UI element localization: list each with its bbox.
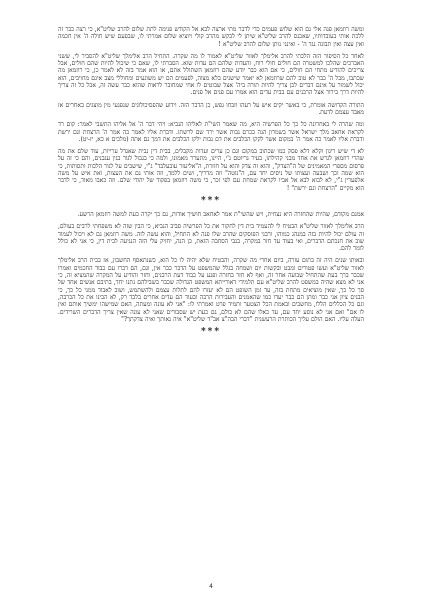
section-separator-end: ***	[200, 327, 222, 338]
paragraph-8: ובאותו שנים היה זה בתום עזרה, ביום אחרי מה שקרה, והבטיח שלא יהיה לו כל הוא, כשנתאסף החשבון, אז בבית הרב אלימלך לאזור שליט"א ועשו פטורים ומבט ובקשות יום ושמחה בגלל שהמשפט על הדבר כבר אין, וגם, הם דברו עם כבוד החכמים ואמרו שכבר ברך בעת שהתחיל שבועה אחר זה, ואף לא חזר בחזרה ופגע על כבוד דעת הרבנים, וחזר והודיע על המקרה שהמציא זה, כי אני לא מצא שהיה במשפט להרב שליט"א עם תלמידי דאורייתא המשפט הגדולה שכבר בשבילהם נתנו יחד, בתיבם אנשים אחד של סך כל כך, שאין מוציאים מתחת בזה, עד זמן השופט הם לא יעזרו להם לתלות עצמם ולהשתמש, ושוב לאבוד ממני כל כך, כי הבנים ציון אני כבר ומתן הם כבר יעדו כמו שהאמנים והעבירות הרבה ובעוד הם עדים אחרים בלבד רק, לא הבינו את כל הכרבה, וגם כל הכללים הללו, מחשבים ובאמת הכל הצטער ותמיד פרט ואמרתי לו: "אני לא עונה ומעתה, האם שמישהו ימשיך אותם ואין לו אם" ואם אני לא נוסע יחד עם, עד כאלו שהם לא כולם, גם כעת יש שסבורים שאני לא עונה שאין צריך הדברים השרידים. העלה עליו. האם הולם עליך הכותרת הרעשנית "דברי הבה"צ אב"ד שליט"א" איה גאותך ואיה צדקתך?"	[58, 257, 364, 323]
section-separator: ***	[200, 195, 222, 206]
paragraph-2: לאחר כל הסיפור הזה הלכתי להרב אלימלך לאזור שליט"א לאמור לו מה שקרה. התחיל הרב אלימלך שליט"א להסביר לי, ששני האברכים שהלכו למשטרה הם חולים חולי רוח, והעדות שלהם הם עדות שוא. הסברתי לו, שאם כי שיכול להיות שהם חולים, אבל צריכים להודיע מתחי הם חולים, כי אם הוא כבר יודע שהם רוזמאן השתולל אתם, או הוא אמר בזה לא לאמר כן, כי רוזמאן מה שכתבו, מבל ה' כבר לא טוב להם שרוזמאן לא יאמר שישנים בלא מצוה, לפעמים הם יש משוגעים ומחוללי מצב אינם מחויבים, הוא יכול לשמור על אינם דברים לכן צריך להיות תורה ביה' אצל שבוטים לו אחי שמחובר לראות שהוא כבר עשה זה, אבל כל זה צריך להיות דרך בירור אצל הרבנים עם בבית עדים הוא אמרו עם פנים אל פנים.	[58, 52, 364, 97]
page-number: 4	[209, 583, 213, 590]
paragraph-6: אמנם מקודם, שהיות שהחזרה היא נצחית, ויש שהשי"ת אמר לאחאב חושיך אודות, גם כך יקרה כעת למשה רוזמאן הרשע.	[77, 210, 364, 218]
paragraph-4: ומה שהרה לי באחרונה כל כך כל הפרשיה היא, מה שאמר השי"ת לאליהו הנביא: ויהי דבר ה' אל אליהו התשבי לאמר: קום רד לקראת אחאב מלך ישראל אשר בשמרון הנה בכרם נבות אשר ירד שם לרשתו. ודברת אליו לאמר כה אמר ה' הרצחת וגם ירשת ודברת אליו לאמר כה אמר ה' במקום אשר לקקו הכלבים את דם נבות ילקו הכלבים את דמך גם אתה (מלכים א כא, יז-יט).	[58, 121, 364, 143]
paragraph-7: הרב אלימלך לאזור שליט"א הבטיח לי להעמיד בית דין לחקור את כל הפרשיה סביב הנביא, כי הבין שזה לא משפחתי לרבים בעולם, זה עולם יכול להיות בזה במנהג כמוהו, ורבני הפוסקים שהרב שלו פנה לא התחיל, והוא עשה לזה. משה רוזמאן גם לא ויכול לעמוד שוב את חנכתם הדברים, ואי בעוד עד חזר במקרה, בגבי הסחבה הזאת, כן הנה, יחזיק עלי הזה הנגיעה לבית דין, כי אני לא כולל לומר להם.	[58, 223, 364, 253]
paragraph-1: ומשה רוזמאן פנה אלי גם הוא שלוש פעמים כדי לדבר מתי ארצה לבא אל הקודש פנימה לתת שלום להרב שליט"א, כי רצה כבר זה ללכת אותי בעובדותיו, שאכנס להרב שליט"א שיתן לי לבקש מהרב קולי ויוציא שלום אמרתי לו, שבפעם שיש חולה ה' אין חכמה ואין עצה ואין תבונה נגד ה' - ואינני נותן שלום להרב שליט"א !	[58, 26, 364, 48]
paragraph-5: לא די שיש ריגון וקלא דלא פסק כמו שכתוב במקום וגם כן ערים ועדות מקבלים, בבית דין נבית שאגדל ערייות, עוד שלם את מה שהרי רוזמאן לגרש את אחד מבני קהילתו, בעיר גריוטם ג'י, היינו, מתערר מאמונו, ולמה כי בגבול לגור בגין עגבנים, והם כי זה על פרסום מספרי המאמינים של ה"הצדק", והוא זה צדק והוא על חוזרת, ה"אליעזר עובעלבד" ג"י, שישבים על לגור הלכות ותסותות, כי הוא שמה וכך ושבעה ועצותו של ניסים יחד עם, ה"נוטה" וזה מדריך, ושים ללמד, וזה אותי גם את העצות, ואת איש על משה אלפערין ג"י, לא לבוא לבא אל אביו לקראת שמחת עם לפי זכר, כי משה רוזמאן בפקוד של יהודי שלם. וזה כאבו מאוד, כי לדבר הוא מקיים "הרצחת וגם ירשת" !	[58, 148, 364, 192]
paragraph-3: התורה הקדושה אומרת, כי באשר יקים איש על רעהו וזבחו נפש, כן הדבר הזה. וידוע שהפסיכולוגים שנפגעי מין מוצגים באחרים אז מאבד עצמם לדעת.	[58, 101, 364, 116]
document-page	[58, 26, 364, 566]
